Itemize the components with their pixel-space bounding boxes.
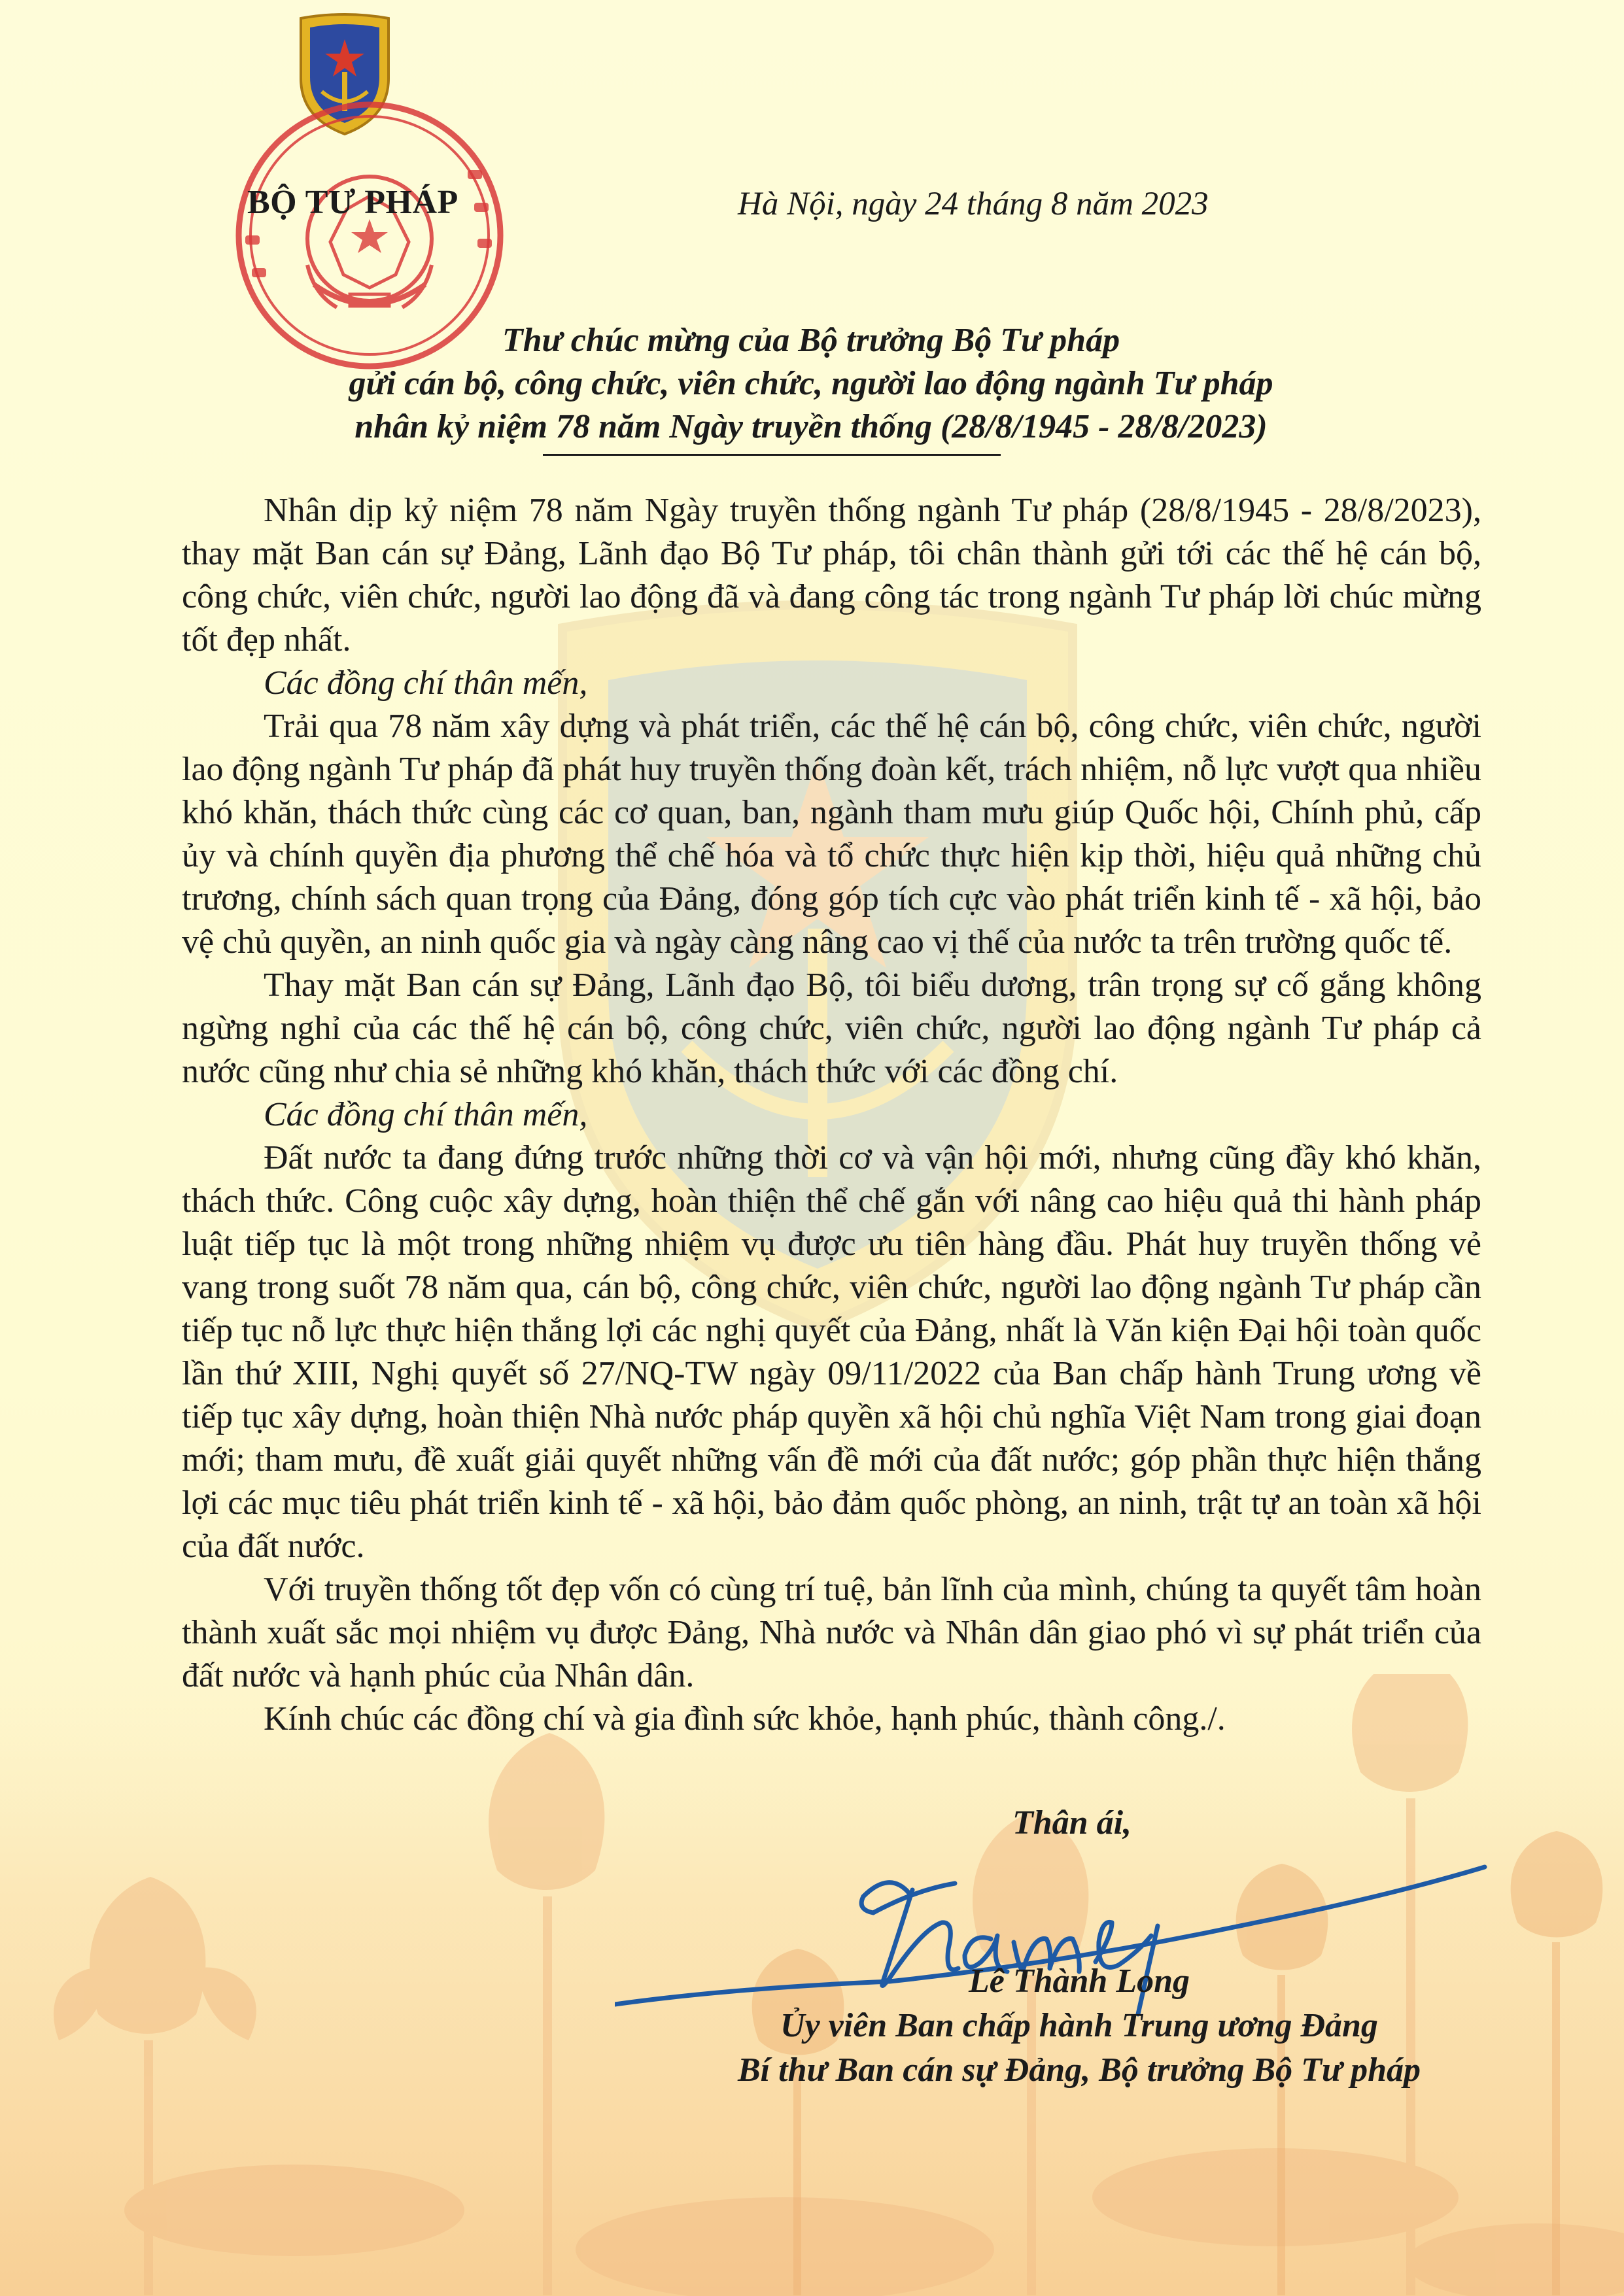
organization-name: BỘ TƯ PHÁP	[247, 184, 458, 221]
signer-title-2: Bí thư Ban cán sự Đảng, Bộ trưởng Bộ Tư pháp	[738, 2051, 1421, 2089]
salutation: Các đồng chí thân mến,	[264, 664, 588, 702]
title-line-3: nhân kỷ niệm 78 năm Ngày truyền thống (28/8/1945 - 28/8/2023)	[354, 408, 1268, 445]
signer-name: Lê Thành Long	[968, 1962, 1190, 2000]
body-paragraph: Trải qua 78 năm xây dựng và phát triển, các thế hệ cán bộ, công chức, viên chức, người lao động ngành Tư pháp đã phát huy truyền thống đoàn kết, trách nhiệm, nỗ lực vượt qua nhiều khó khăn, thách thức cùng các cơ quan, ban, ngành tham mưu giúp Quốc hội, Chính phủ, cấp ủy và chính quyền địa phương thể chế hóa và tổ chức thực hiện kịp thời, hiệu quả những chủ trương, chính sách quan trọng của Đảng, đóng góp tích cực vào phát triển kinh tế - xã hội, bảo vệ chủ quyền, an ninh quốc gia và ngày càng nâng cao vị thế của nước ta trên trường quốc tế.	[182, 708, 1481, 961]
title-line-1: Thư chúc mừng của Bộ trưởng Bộ Tư pháp	[502, 322, 1120, 359]
place-and-date: Hà Nội, ngày 24 tháng 8 năm 2023	[738, 186, 1209, 222]
body-paragraph: Với truyền thống tốt đẹp vốn có cùng trí tuệ, bản lĩnh của mình, chúng ta quyết tâm hoàn thành xuất sắc mọi nhiệm vụ được Đảng, Nhà nước và Nhân dân giao phó vì sự phát triển của đất nước và hạnh phúc của Nhân dân.	[182, 1571, 1481, 1694]
title-underline	[543, 454, 1001, 456]
body-paragraph: Đất nước ta đang đứng trước những thời cơ và vận hội mới, nhưng cũng đầy khó khăn, thách thức. Công cuộc xây dựng, hoàn thiện thể chế gắn với nâng cao hiệu quả thi hành pháp luật tiếp tục là một trong những nhiệm vụ được ưu tiên hàng đầu. Phát huy truyền thống vẻ vang trong suốt 78 năm qua, cán bộ, công chức, viên chức, người lao động ngành Tư pháp cần tiếp tục nỗ lực thực hiện thắng lợi các nghị quyết của Đảng, nhất là Văn kiện Đại hội toàn quốc lần thứ XIII, Nghị quyết số 27/NQ-TW ngày 09/11/2022 của Ban chấp hành Trung ương về tiếp tục xây dựng, hoàn thiện Nhà nước pháp quyền xã hội chủ nghĩa Việt Nam trong giai đoạn mới; tham mưu, đề xuất giải quyết những vấn đề mới của đất nước; góp phần thực hiện thắng lợi các mục tiêu phát triển kinh tế - xã hội, bảo đảm quốc phòng, an ninh, trật tự an toàn xã hội của đất nước.	[182, 1139, 1481, 1565]
letter-body	[182, 489, 1481, 1741]
body-paragraph: Kính chúc các đồng chí và gia đình sức khỏe, hạnh phúc, thành công./.	[264, 1700, 1226, 1738]
body-paragraph: Nhân dịp kỷ niệm 78 năm Ngày truyền thống ngành Tư pháp (28/8/1945 - 28/8/2023), thay mặt Ban cán sự Đảng, Lãnh đạo Bộ Tư pháp, tôi chân thành gửi tới các thế hệ cán bộ, công chức, viên chức, người lao động đã và đang công tác trong ngành Tư pháp lời chúc mừng tốt đẹp nhất.	[182, 492, 1481, 659]
title-line-2: gửi cán bộ, công chức, viên chức, người lao động ngành Tư pháp	[349, 365, 1273, 402]
closing-greeting: Thân ái,	[1012, 1804, 1132, 1842]
signer-title-1: Ủy viên Ban chấp hành Trung ương Đảng	[780, 2007, 1378, 2044]
body-paragraph: Thay mặt Ban cán sự Đảng, Lãnh đạo Bộ, tôi biểu dương, trân trọng sự cố gắng không ngừng nghỉ của các thế hệ cán bộ, công chức, viên chức, người lao động ngành Tư pháp cả nước cũng như chia sẻ những khó khăn, thách thức với các đồng chí.	[182, 967, 1481, 1090]
salutation: Các đồng chí thân mến,	[264, 1096, 588, 1133]
